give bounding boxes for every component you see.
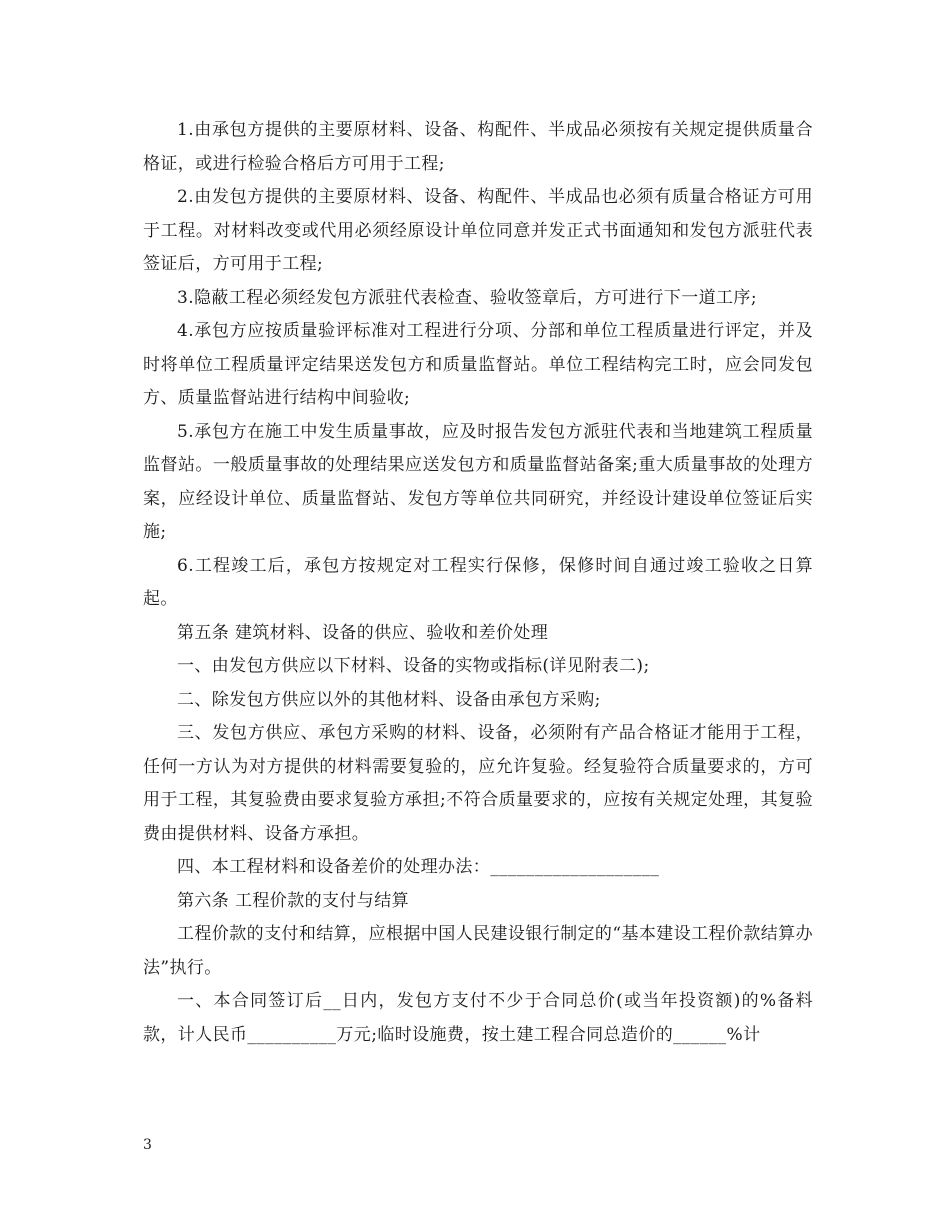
paragraph-payment-intro: 工程价款的支付和结算，应根据中国人民建设银行制定的“基本建设工程价款结算办法”执行。: [143, 924, 813, 978]
document-body: [143, 114, 813, 1052]
paragraph-materials-2: 二、除发包方供应以外的其他材料、设备由承包方采购;: [177, 689, 601, 710]
paragraph-materials-4: 四、本工程材料和设备差价的处理办法：___________________: [177, 857, 660, 877]
article-6-heading: 第六条 工程价款的支付与结算: [177, 890, 410, 911]
paragraph-quality-1: 1.由承包方提供的主要原材料、设备、构配件、半成品必须按有关规定提供质量合格证，或进行检验合格后方可用于工程;: [143, 120, 813, 174]
article-5-heading: 第五条 建筑材料、设备的供应、验收和差价处理: [177, 622, 549, 643]
paragraph-quality-3: 3.隐蔽工程必须经发包方派驻代表检查、验收签章后，方可进行下一道工序;: [177, 287, 757, 308]
paragraph-quality-4: 4.承包方应按质量验评标准对工程进行分项、分部和单位工程质量进行评定，并及时将单位工程质量评定结果送发包方和质量监督站。单位工程结构完工时，应会同发包方、质量监督站进行结构中间验收;: [143, 321, 813, 408]
paragraph-materials-3: 三、发包方供应、承包方采购的材料、设备，必须附有产品合格证才能用于工程，任何一方认为对方提供的材料需要复验的，应允许复验。经复验符合质量要求的，方可用于工程，其复验费由要求复验方承担;不符合质量要求的，应按有关规定处理，其复验费由提供材料、设备方承担。: [143, 723, 813, 844]
paragraph-quality-6: 6.工程竣工后，承包方按规定对工程实行保修，保修时间自通过竣工验收之日算起。: [143, 555, 813, 609]
paragraph-quality-2: 2.由发包方提供的主要原材料、设备、构配件、半成品也必须有质量合格证方可用于工程。对材料改变或代用必须经原设计单位同意并发正式书面通知和发包方派驻代表签证后，方可用于工程;: [143, 187, 813, 274]
paragraph-quality-5: 5.承包方在施工中发生质量事故，应及时报告发包方派驻代表和当地建筑工程质量监督站。一般质量事故的处理结果应送发包方和质量监督站备案;重大质量事故的处理方案，应经设计单位、质量监督站、发包方等单位共同研究，并经设计建设单位签证后实施;: [143, 421, 813, 542]
paragraph-payment-1: 一、本合同签订后__日内，发包方支付不少于合同总价(或当年投资额)的%备料款，计人民币__________万元;临时设施费，按土建工程合同总造价的______%计: [143, 991, 813, 1045]
page-number: 3: [143, 1137, 152, 1153]
paragraph-materials-1: 一、由发包方供应以下材料、设备的实物或指标(详见附表二);: [177, 656, 650, 676]
